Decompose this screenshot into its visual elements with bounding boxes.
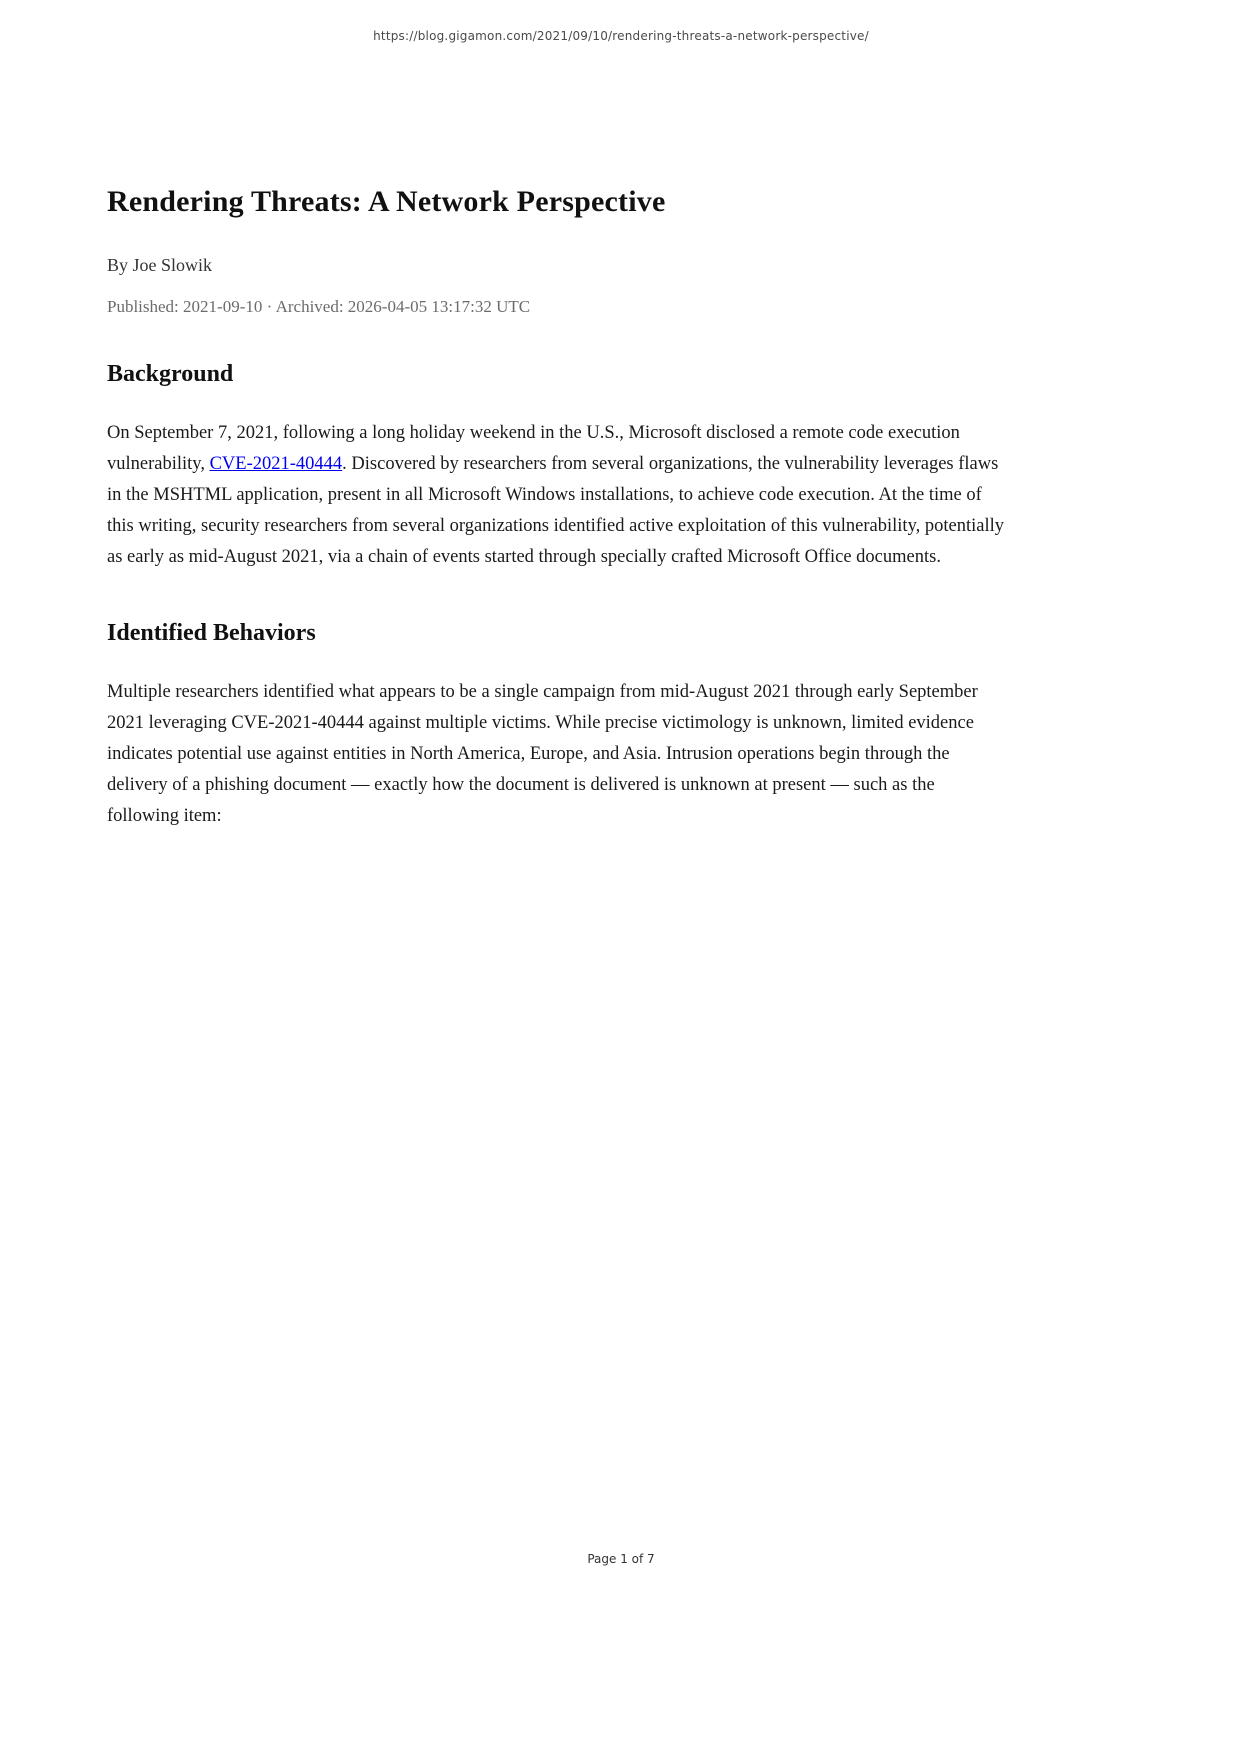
paragraph-text-before-link: On September 7, 2021, following a long holiday weekend in the U.S., Microsoft disclosed a remote code execution vulnerability, xyxy=(107,423,960,474)
page-header xyxy=(0,27,1242,45)
section-heading-identified-behaviors: Identified Behaviors xyxy=(107,620,316,646)
article xyxy=(107,185,1007,876)
behaviors-paragraph: Multiple researchers identified what appears to be a single campaign from mid-August 2021 through early September 2021 leveraging CVE-2021-40444 against multiple victims. While precise victimology is unknown, limited evidence indicates potential use against entities in North America, Europe, and Asia. Intrusion operations begin through the delivery of a phishing document — exactly how the document is delivered is unknown at present — such as the following item: xyxy=(107,682,978,826)
page-number: Page 1 of 7 xyxy=(587,1552,655,1566)
cve-2021-40444-link[interactable]: CVE-2021-40444 xyxy=(209,454,343,474)
article-title: Rendering Threats: A Network Perspective xyxy=(107,185,666,218)
section-heading-background: Background xyxy=(107,361,234,387)
page-footer xyxy=(0,1550,1242,1568)
publish-archive-meta: Published: 2021-09-10 · Archived: 2026-04-05 13:17:32 UTC xyxy=(107,297,531,316)
source-url: https://blog.gigamon.com/2021/09/10/rendering-threats-a-network-perspective/ xyxy=(373,29,869,43)
byline: By Joe Slowik xyxy=(107,255,213,275)
paragraph-text-after-link: . Discovered by researchers from several organizations, the vulnerability leverages flaws in the MSHTML application, present in all Microsoft Windows installations, to achieve code execution. At the time of this writing, security researchers from several organizations identified active exploitation of this vulnerability, potentially as early as mid-August 2021, via a chain of events started through specially crafted Microsoft Office documents. xyxy=(107,454,1004,567)
background-paragraph xyxy=(107,418,1007,573)
